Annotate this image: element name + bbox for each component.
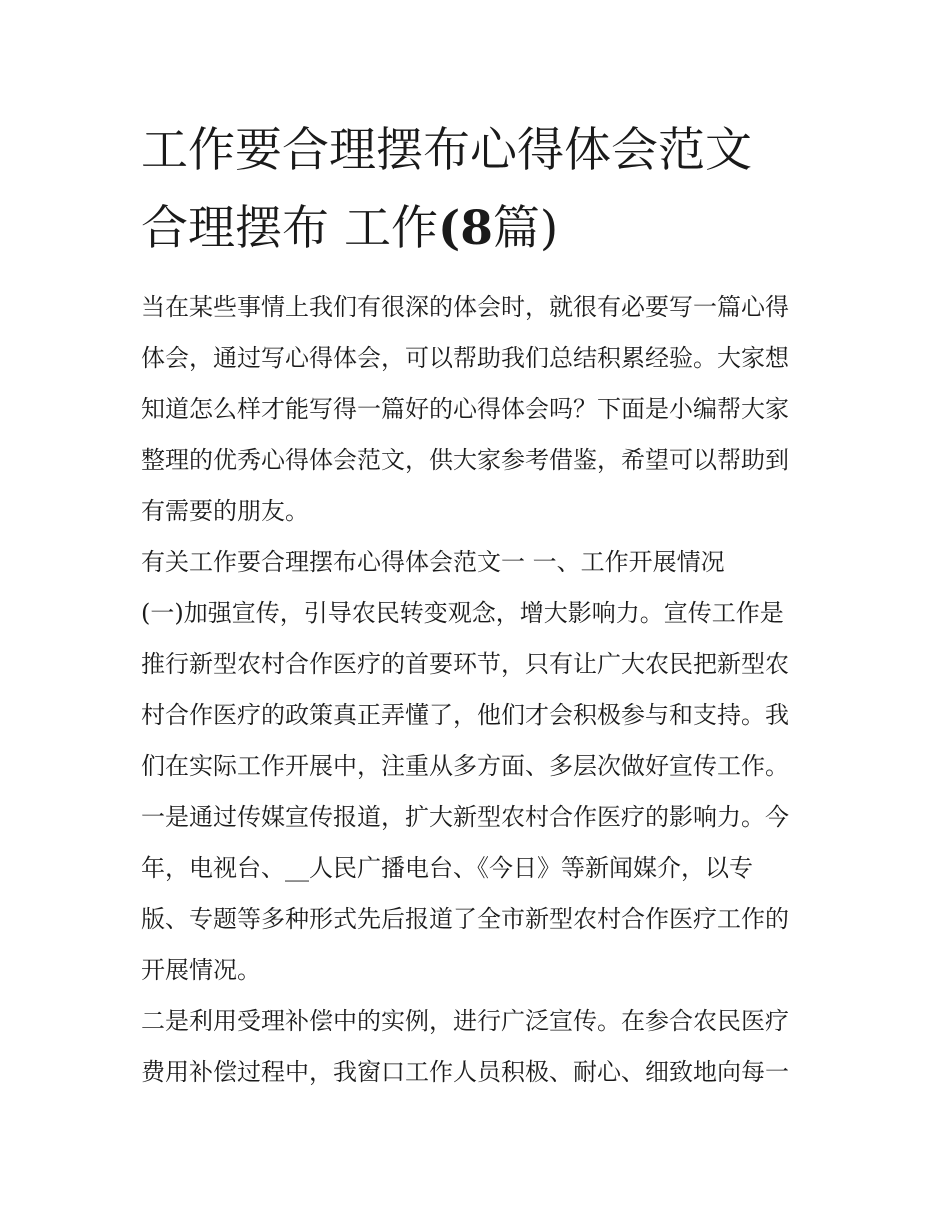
text-line: 有关工作要合理摆布心得体会范文一 一、工作开展情况 xyxy=(141,548,725,576)
title-line-2-text: 合理摆布 工作 xyxy=(141,201,438,256)
text-line: (一)加强宣传，引导农民转变观念，增大影响力。宣传工作是 xyxy=(141,599,784,627)
title-line-2 xyxy=(141,190,817,268)
text-line: 有需要的朋友。 xyxy=(141,497,309,525)
title-count-bold: (8 xyxy=(437,201,493,256)
text-line: 体会，通过写心得体会，可以帮助我们总结积累经验。大家想 xyxy=(141,344,789,372)
text-line: 年，电视台、__人民广播电台、《今日》等新闻媒介，以专 xyxy=(141,854,753,882)
title-line-2-end: 篇) xyxy=(492,201,559,256)
paragraph-publicity xyxy=(141,588,817,996)
document-page xyxy=(141,112,817,1098)
text-line: 一是通过传媒宣传报道，扩大新型农村合作医疗的影响力。今 xyxy=(141,803,789,831)
text-line: 开展情况。 xyxy=(141,956,261,984)
text-line: 费用补偿过程中，我窗口工作人员积极、耐心、细致地向每一 xyxy=(141,1058,789,1086)
paragraph-intro xyxy=(141,282,817,537)
paragraph-examples xyxy=(141,996,817,1098)
text-line: 二是利用受理补偿中的实例，进行广泛宣传。在参合农民医疗 xyxy=(141,1007,789,1035)
text-line: 知道怎么样才能写得一篇好的心得体会吗？下面是小编帮大家 xyxy=(141,395,789,423)
text-line: 推行新型农村合作医疗的首要环节，只有让广大农民把新型农 xyxy=(141,650,789,678)
text-line: 版、专题等多种形式先后报道了全市新型农村合作医疗工作的 xyxy=(141,905,789,933)
text-line: 村合作医疗的政策真正弄懂了，他们才会积极参与和支持。我 xyxy=(141,701,789,729)
section-heading xyxy=(141,537,817,588)
text-line: 整理的优秀心得体会范文，供大家参考借鉴，希望可以帮助到 xyxy=(141,446,789,474)
document-body xyxy=(141,282,817,1098)
text-line: 们在实际工作开展中，注重从多方面、多层次做好宣传工作。 xyxy=(141,752,789,780)
document-title xyxy=(141,112,817,268)
text-line: 当在某些事情上我们有很深的体会时，就很有必要写一篇心得 xyxy=(141,293,789,321)
title-line-1: 工作要合理摆布心得体会范文 xyxy=(141,123,752,178)
